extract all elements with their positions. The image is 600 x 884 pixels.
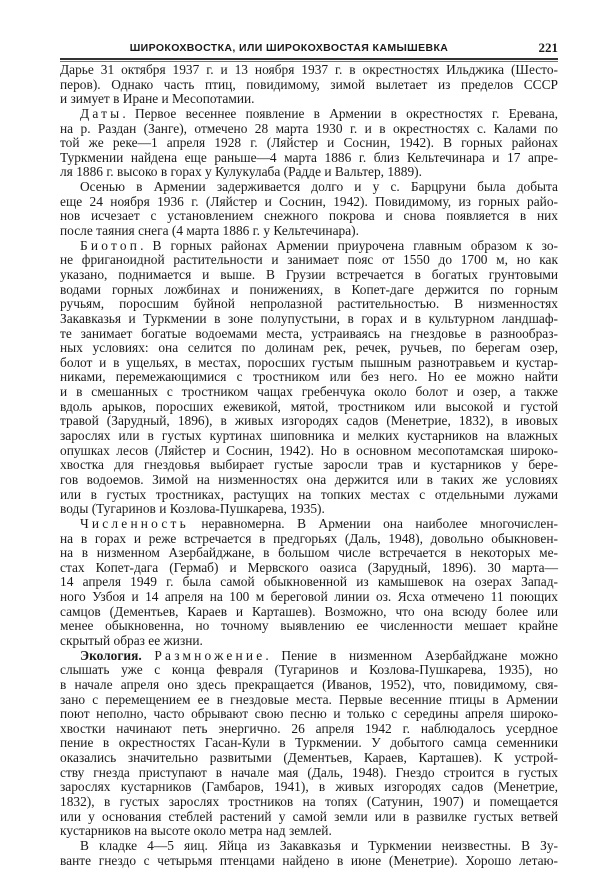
line-text: никами, перемежающимися с тростником или без него. Но ее можно найти bbox=[60, 369, 558, 385]
line-text: еще 24 ноября 1936 г. (Ляйстер и Соснин, 1942). Повидимому, из горных райо- bbox=[60, 193, 558, 209]
text-line bbox=[60, 151, 558, 166]
line-text: поют неполно, часто обрывают свою песню и только с середины апреля широко- bbox=[60, 706, 558, 722]
text-line bbox=[60, 736, 558, 751]
line-text: Закавказья и Туркмении в зоне полупустыни, в горах и в культурном ландшаф- bbox=[60, 310, 558, 326]
text-line bbox=[60, 370, 558, 385]
line-text: неравномерна. В Армении она наиболее многочислен- bbox=[188, 515, 558, 531]
paragraph bbox=[60, 180, 558, 239]
text-line bbox=[60, 605, 558, 620]
text-line bbox=[60, 780, 558, 795]
text-line bbox=[60, 209, 558, 224]
line-text: ных условиях: она селится по долинам рек, речек, ручьев, по берегам озер, bbox=[60, 340, 558, 356]
text-line bbox=[60, 195, 558, 210]
paragraph bbox=[60, 239, 558, 517]
line-text: . Первое весеннее появление в Армении в окрестностях г. Еревана, bbox=[122, 105, 558, 121]
text-line bbox=[60, 634, 558, 649]
text-line bbox=[60, 268, 558, 283]
text-line bbox=[60, 385, 558, 400]
text-line bbox=[60, 707, 558, 722]
text-line bbox=[60, 575, 558, 590]
paragraph bbox=[60, 649, 558, 839]
line-text: и в смешанных с тростником чащах гребенчука около болот и озер, а также bbox=[60, 384, 558, 400]
line-text: кустарников на высоте около метра над землей. bbox=[60, 823, 332, 839]
text-line bbox=[60, 693, 558, 708]
text-line bbox=[60, 180, 558, 195]
spaced-subheading: Размножение bbox=[154, 647, 266, 663]
paragraph bbox=[60, 839, 558, 868]
spaced-subheading: Биотоп bbox=[80, 237, 141, 253]
line-text: зарослях или в густых куртинах шиповника и мелких кустарников на влажных bbox=[60, 428, 558, 444]
text-line bbox=[60, 766, 558, 781]
text-line bbox=[60, 663, 558, 678]
line-text: 1832), в густых зарослях тростников на топях (Сатунин, 1907) и помещается bbox=[60, 794, 558, 810]
text-line bbox=[60, 356, 558, 371]
text-line bbox=[60, 429, 558, 444]
line-text: слышать уже с конца февраля (Тугаринов и Козлова-Пушкарева, 1935), но bbox=[60, 662, 558, 678]
line-text: воды (Тугаринов и Козлова-Пушкарева, 1935). bbox=[60, 501, 325, 517]
line-text: хвостки начинают петь энергично. 26 апреля 1942 г. наблюдалось усердное bbox=[60, 720, 558, 736]
paragraph bbox=[60, 63, 558, 107]
line-text: самцов (Дементьев, Караев и Карташев). Возможно, что она всюду более или bbox=[60, 603, 558, 619]
paragraph bbox=[60, 107, 558, 180]
text-line bbox=[60, 414, 558, 429]
text-line bbox=[60, 619, 558, 634]
line-text: на в низменном Азербайджане, в большом числе встречается в некоторых ме- bbox=[60, 545, 558, 561]
line-text: не фриганоидной растительности и занимает пояс от 1550 до 1700 м, но как bbox=[60, 252, 558, 268]
text-line bbox=[60, 283, 558, 298]
line-text: оказались значительно развитыми (Дементьев, Караев, Карташев). К устрой- bbox=[60, 750, 558, 766]
text-line bbox=[60, 444, 558, 459]
line-text: или в густых тростниках, растущих на топких местах с отдельными лужами bbox=[60, 486, 558, 502]
spaced-subheading: Численность bbox=[80, 515, 189, 531]
text-line bbox=[60, 92, 558, 107]
line-text: ручьям, поросшим буйной непролазной растительностью. В низменностях bbox=[60, 296, 558, 312]
text-line bbox=[60, 473, 558, 488]
text-line bbox=[60, 678, 558, 693]
line-text: перов). Однако часть птиц, повидимому, зимой вылетает из пределов СССР bbox=[60, 76, 558, 92]
text-line bbox=[60, 561, 558, 576]
line-text: ного Узбоя и 14 апреля на 100 м береговой линии оз. Ясха отмечено 11 поющих bbox=[60, 589, 558, 605]
line-text: 14 апреля 1949 г. была самой обыкновенной из камышевок на озерах Запад- bbox=[60, 574, 558, 590]
line-text: и зимует в Иране и Месопотамии. bbox=[60, 91, 255, 107]
text-line bbox=[60, 795, 558, 810]
spaced-subheading: Даты bbox=[80, 105, 123, 121]
text-line bbox=[60, 239, 558, 254]
line-text: той же реке—1 апреля 1928 г. (Ляйстер и Соснин, 1942). В горных районах bbox=[60, 135, 558, 151]
line-text: пение в окрестностях Гасан-Кули в Туркмении. У добытого самца семенники bbox=[60, 735, 558, 751]
paragraph bbox=[60, 517, 558, 649]
line-text: зано с перемещением ее в гнездовые места. Первые весенние птицы в Армении bbox=[60, 691, 558, 707]
line-text: нов исчезает с установлением снежного покрова и снова появляется в них bbox=[60, 208, 558, 224]
line-text: опушках лесов (Ляйстер и Соснин, 1942). Но в основном месопотамская широко- bbox=[60, 442, 558, 458]
text-line bbox=[60, 400, 558, 415]
line-text: гов водоемов. Зимой на низменностях она держится или в таких же условиях bbox=[60, 471, 558, 487]
line-text: ля 1886 г. высоко в горах у Кулукулаба (Радде и Вальтер, 1889). bbox=[60, 164, 422, 180]
line-text: Дарье 31 октября 1937 г. и 13 ноября 1937 г. в окрестностях Ильджика (Шесто- bbox=[60, 62, 558, 77]
body-text bbox=[60, 63, 558, 868]
text-line bbox=[60, 810, 558, 825]
line-text: или у основания стеблей растений у самой земли или в развилке густых ветвей bbox=[60, 808, 558, 824]
line-text: те занимает богатые водоемами места, устраиваясь на гнездовье в разнообраз- bbox=[60, 325, 558, 341]
text-line bbox=[60, 649, 558, 664]
line-text: стах Копет-дага (Гермаб) и Мервского оазиса (Зарудный, 1896). 30 марта— bbox=[60, 559, 558, 575]
text-line bbox=[60, 297, 558, 312]
line-text: . Пение в низменном Азербайджане можно bbox=[265, 647, 558, 663]
page-number: 221 bbox=[538, 40, 558, 55]
line-text: на в горах и реже встречается в предгорьях (Даль, 1948), довольно обыкновен- bbox=[60, 530, 558, 546]
text-line bbox=[60, 590, 558, 605]
line-text: в начале апреля оно здесь прекращается (Иванов, 1952), что, повидимому, свя- bbox=[60, 676, 558, 692]
line-text: зарослях кустарников (Гамбаров, 1941), в живых изгородях садов (Менетрие, bbox=[60, 779, 558, 795]
text-line bbox=[60, 253, 558, 268]
text-line bbox=[60, 458, 558, 473]
running-header bbox=[60, 40, 558, 58]
text-line bbox=[60, 854, 558, 869]
line-text: хвостка для гнездовья выбирает густые заросли трав и кустарников у бере- bbox=[60, 457, 558, 473]
line-text: ванте гнездо с четырьмя птенцами найдено в июне (Менетрие). Хорошо летаю- bbox=[60, 852, 558, 868]
text-line bbox=[60, 122, 558, 137]
line-text: указано, поднимается и выше. В Грузии встречается в богатых грунтовыми bbox=[60, 266, 558, 282]
text-line bbox=[60, 107, 558, 122]
text-line bbox=[60, 224, 558, 239]
text-line bbox=[60, 824, 558, 839]
text-line bbox=[60, 165, 558, 180]
line-text: болот и в ущельях, в местах, поросших густым пышным разнотравьем и кустар- bbox=[60, 354, 558, 370]
text-line bbox=[60, 532, 558, 547]
line-text: скрытый образ ее жизни. bbox=[60, 632, 203, 648]
line-text: ству гнезда приступают в начале мая (Даль, 1948). Гнездо строится в густых bbox=[60, 764, 558, 780]
line-text: водами горных ложбинах и понижениях, в Копет-даге держится по горным bbox=[60, 281, 558, 297]
text-line bbox=[60, 341, 558, 356]
line-text: Осенью в Армении задерживается долго и у с. Барцруни была добыта bbox=[80, 179, 558, 195]
text-line bbox=[60, 517, 558, 532]
text-line bbox=[60, 63, 558, 78]
text-line bbox=[60, 488, 558, 503]
text-line bbox=[60, 751, 558, 766]
text-line bbox=[60, 78, 558, 93]
text-line bbox=[60, 327, 558, 342]
text-line bbox=[60, 546, 558, 561]
section-heading: Экология. bbox=[80, 647, 155, 663]
text-line bbox=[60, 839, 558, 854]
line-text: травой (Зарудный, 1896), в живых изгородях садов (Менетрие, 1832), в ивовых bbox=[60, 413, 558, 429]
line-text: менее обыкновенна, но точному выявлению ее численности мешает крайне bbox=[60, 618, 558, 634]
text-line bbox=[60, 502, 558, 517]
line-text: . В горных районах Армении приурочена главным образом к зо- bbox=[140, 237, 558, 253]
line-text: Туркмении найдена еще раньше—4 марта 1886 г. близ Кельтечинара и 17 апре- bbox=[60, 149, 558, 165]
text-line bbox=[60, 136, 558, 151]
text-line bbox=[60, 312, 558, 327]
line-text: после таяния снега (4 марта 1886 г. у Кельтечинара). bbox=[60, 223, 359, 239]
line-text: на р. Раздан (Занге), отмечено 28 марта 1930 г. и в окрестностях с. Калами по bbox=[60, 120, 558, 136]
line-text: вдоль арыков, поросших ежевикой, мятой, тростником или высокой и густой bbox=[60, 398, 558, 414]
line-text: В кладке 4—5 яиц. Яйца из Закавказья и Туркмении неизвестны. В Зу- bbox=[80, 837, 558, 853]
text-line bbox=[60, 722, 558, 737]
running-title: ШИРОКОХВОСТКА, ИЛИ ШИРОКОХВОСТАЯ КАМЫШЕВКА bbox=[129, 42, 449, 54]
